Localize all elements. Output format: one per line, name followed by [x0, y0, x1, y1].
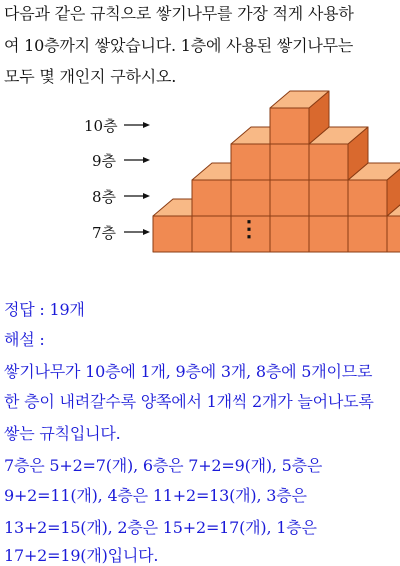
problem-line-1: 다음과 같은 규칙으로 쌓기나무를 가장 적게 사용하: [4, 4, 354, 23]
arrowhead-9: [143, 157, 150, 163]
arrowhead-10: [143, 122, 150, 128]
problem-line-2: 여 10층까지 쌓았습니다. 1층에 사용된 쌓기나무는: [4, 36, 354, 55]
floor-label-8: 8층: [92, 188, 117, 206]
cube-front-face: [231, 144, 270, 180]
problem-line-3: 모두 몇 개인지 구하시오.: [4, 67, 177, 86]
explanation-line-2: 한 층이 내려갈수록 양쪽에서 1개씩 2개가 늘어나도록: [4, 392, 374, 411]
cube-front-face: [192, 180, 231, 216]
explanation-line-5: 9+2=11(개), 4층은 11+2=13(개), 3층은: [4, 486, 307, 505]
continuation-dots: ⋮: [238, 216, 260, 242]
cube-front-face: [231, 180, 270, 216]
floor-arrows: [124, 122, 150, 235]
cube-front-face: [348, 216, 387, 252]
arrowhead-7: [143, 229, 150, 235]
floor-label-7: 7층: [92, 224, 117, 242]
cube-front-face: [270, 144, 309, 180]
cube-front-face: [192, 216, 231, 252]
cube-front-face: [270, 180, 309, 216]
explanation-title: 해설 :: [4, 330, 45, 349]
cube-front-face: [309, 180, 348, 216]
cube-front-face: [270, 216, 309, 252]
cube-stack: [153, 91, 400, 252]
cube-front-face: [309, 216, 348, 252]
explanation-line-4: 7층은 5+2=7(개), 6층은 7+2=9(개), 5층은: [4, 456, 323, 475]
answer-label: 정답 : 19개: [4, 300, 85, 319]
floor-label-9: 9층: [92, 152, 117, 170]
arrowhead-8: [143, 193, 150, 199]
explanation-line-7: 17+2=19(개)입니다.: [4, 546, 159, 565]
cube-front-face: [348, 180, 387, 216]
floor-label-10: 10층: [84, 117, 118, 135]
explanation-line-3: 쌓는 규칙입니다.: [4, 424, 121, 443]
explanation-line-1: 쌓기나무가 10층에 1개, 9층에 3개, 8층에 5개이므로: [4, 362, 373, 381]
cube-stack-drawing: [0, 0, 400, 280]
cube-front-face: [153, 216, 192, 252]
cube-front-face: [309, 144, 348, 180]
cube-front-face: [387, 216, 400, 252]
cube-front-face: [270, 108, 309, 144]
explanation-line-6: 13+2=15(개), 2층은 15+2=17(개), 1층은: [4, 518, 317, 537]
